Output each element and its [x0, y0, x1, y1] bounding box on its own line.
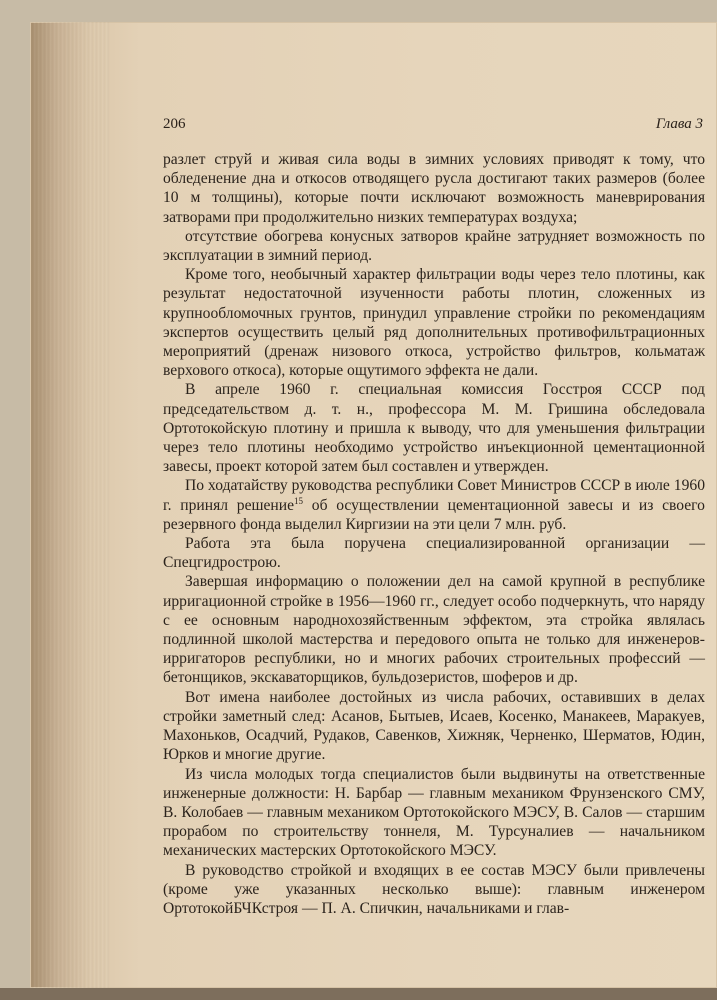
- running-header: [163, 116, 703, 138]
- paragraph-leadership: В руководство стройкой и входящих в ее состав МЭСУ были привлечены (кроме уже указанных несколько выше): главным инженером ОртотокойБЧКстроя — П. А. Спичкин, начальниками и глав-: [163, 861, 705, 917]
- paragraph-continuation: разлет струй и живая сила воды в зимних условиях приводят к тому, что обледенение дна и откосов отводящего русла достигают таких размеров (более 10 м толщины), которые почти исключают возможность маневрирования затворами при продолжительно низких температурах воздуха;: [163, 151, 705, 226]
- paragraph-spetsgidrostroy: Работа эта была поручена специализированной организации — Спецгидрострою.: [163, 535, 705, 572]
- scan-bottom-edge: [0, 988, 717, 1000]
- footnote-marker: 15: [294, 495, 304, 506]
- paragraph-specialists: Из числа молодых тогда специалистов были выдвинуты на ответственные инженерные должности: Н. Барбар — главным механиком Фрунзенского СМУ, В. Колобаев — главным механиком Ортотокойского МЭСУ, В. Салов — старшим прорабом по строительству тоннеля, М. Турсуналиев — начальником механических мастерских Ортотокойского МЭСУ.: [163, 765, 705, 860]
- page-binding-edge: [30, 22, 110, 988]
- paragraph-decision: [163, 476, 705, 534]
- body-text: [163, 150, 705, 918]
- paragraph-commission: В апреле 1960 г. специальная комиссия Госстроя СССР под председательством д. т. н., профессора М. М. Гришина обследовала Ортотокойскую плотину и пришла к выводу, что для уменьшения фильтрации через тело плотины необходимо устройство инъекционной цементационной завесы, проект которой затем был составлен и утвержден.: [163, 381, 705, 476]
- paragraph-school: Завершая информацию о положении дел на самой крупной в республике ирригационной стройке в 1956—1960 гг., следует особо подчеркнуть, что наряду с ее основным народнохозяйственным эффектом, эта стройка являлась подлинной школой мастерства и передового опыта не только для инженеров-ирригаторов республики, но и многих рабочих строительных профессий — бетонщиков, экскаваторщиков, бульдозеристов, шоферов и др.: [163, 573, 705, 687]
- page-number: 206: [163, 116, 186, 132]
- chapter-title: Глава 3: [655, 116, 703, 132]
- paragraph-workers: Вот имена наиболее достойных из числа рабочих, оставивших в делах стройки заметный след: Асанов, Бытыев, Исаев, Косенко, Манакеев, Маракуев, Махоньков, Осадчий, Рудаков, Савенков, Хижняк, Черненко, Шерматов, Юдин, Юрков и многие другие.: [163, 688, 705, 764]
- paragraph-filtration: Кроме того, необычный характер фильтрации воды через тело плотины, как результат недостаточной изученности работы плотин, сложенных из крупнообломочных грунтов, принудил управление стройки по рекомендациям экспертов осуществить целый ряд дополнительных противофильтрационных мероприятий (дренаж низового откоса, устройство фильтров, кольматаж верхового откоса), которые ощутимого эффекта не дали.: [163, 266, 705, 380]
- decision-text-before: По ходатайству руководства республики Совет Министров СССР в июле 1960 г. принял решение: [163, 477, 705, 514]
- paragraph-heating: отсутствие обогрева конусных затворов крайне затрудняет возможность по эксплуатации в зимний период.: [163, 227, 705, 265]
- decision-text-after: об осуществлении цементационной завесы и из своего резервного фонда выделил Киргизии на эти цели 7 млн. руб.: [163, 496, 705, 533]
